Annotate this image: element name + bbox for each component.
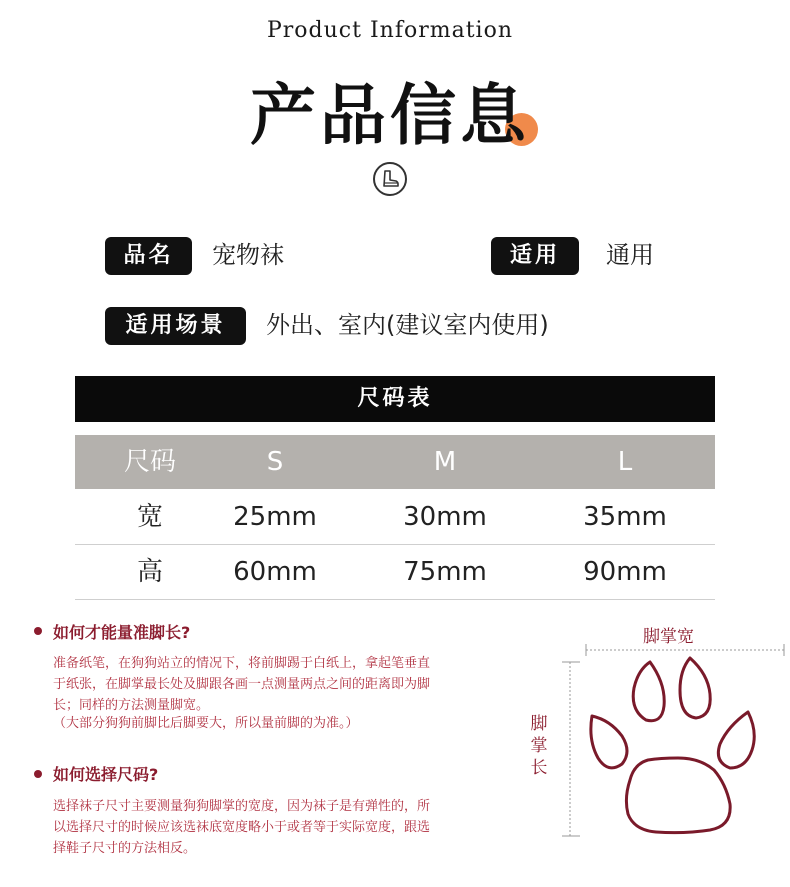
tip-text-line: 长；同样的方法测量脚宽。: [53, 698, 210, 713]
header-cell-l: L: [617, 447, 633, 477]
tip-text-line: 准备纸笔，在狗狗站立的情况下，将前脚踢于白纸上，拿起笔垂直: [53, 656, 431, 671]
tip-text-line: 于纸张，在脚掌最长处及脚跟各画一点测量两点之间的距离即为脚: [53, 677, 431, 692]
table-row: [75, 490, 715, 545]
chinese-title: 产品信息: [250, 77, 530, 154]
bullet-dot: [34, 627, 42, 635]
bullet-dot: [34, 770, 42, 778]
tip-text-measure: [53, 653, 503, 716]
header-cell-size: 尺码: [123, 447, 176, 477]
cell-height-s: 60mm: [233, 557, 317, 587]
tip-title-measure: 如何才能量准脚长?: [53, 623, 191, 642]
name-value: 宠物袜: [212, 241, 284, 269]
tip-text-line: 选择袜子尺寸主要测量狗狗脚掌的宽度，因为袜子是有弹性的，所: [53, 799, 431, 814]
tip-note: （大部分狗狗前脚比后脚要大，所以量前脚的为准。）: [53, 716, 359, 731]
paw-width-label: 脚掌宽: [643, 627, 694, 647]
apply-label: 适用: [491, 237, 579, 275]
paw-length-char: 掌: [530, 736, 548, 756]
boot-icon: [373, 162, 407, 196]
table-row: [75, 545, 715, 600]
paw-length-char: 脚: [530, 714, 548, 734]
scene-label: 适用场景: [105, 307, 246, 345]
paw-length-label: [529, 713, 549, 779]
size-table-title: 尺码表: [75, 376, 715, 422]
paw-length-char: 长: [530, 758, 548, 778]
tip-text-choose: [53, 796, 503, 859]
row-label-width: 宽: [136, 502, 163, 532]
tip-text-line: 以选择尺寸的时候应该选袜底宽度略小于或者等于实际宽度，跟选: [53, 820, 431, 835]
tip-title-choose: 如何选择尺码?: [53, 765, 159, 784]
cell-width-m: 30mm: [403, 502, 487, 532]
size-table-header-row: [75, 435, 715, 489]
cell-height-m: 75mm: [403, 557, 487, 587]
paw-diagram: [550, 640, 790, 850]
header-cell-s: S: [266, 447, 284, 477]
scene-value: 外出、室内(建议室内使用): [266, 311, 549, 339]
cell-height-l: 90mm: [583, 557, 667, 587]
row-label-height: 高: [136, 557, 163, 587]
name-label: 品名: [105, 237, 192, 275]
cell-width-l: 35mm: [583, 502, 667, 532]
tip-text-line: 择鞋子尺寸的方法相反。: [53, 841, 197, 856]
english-title: Product Information: [266, 18, 513, 43]
cell-width-s: 25mm: [233, 502, 317, 532]
header-cell-m: M: [433, 447, 457, 477]
apply-value: 通用: [606, 241, 654, 269]
